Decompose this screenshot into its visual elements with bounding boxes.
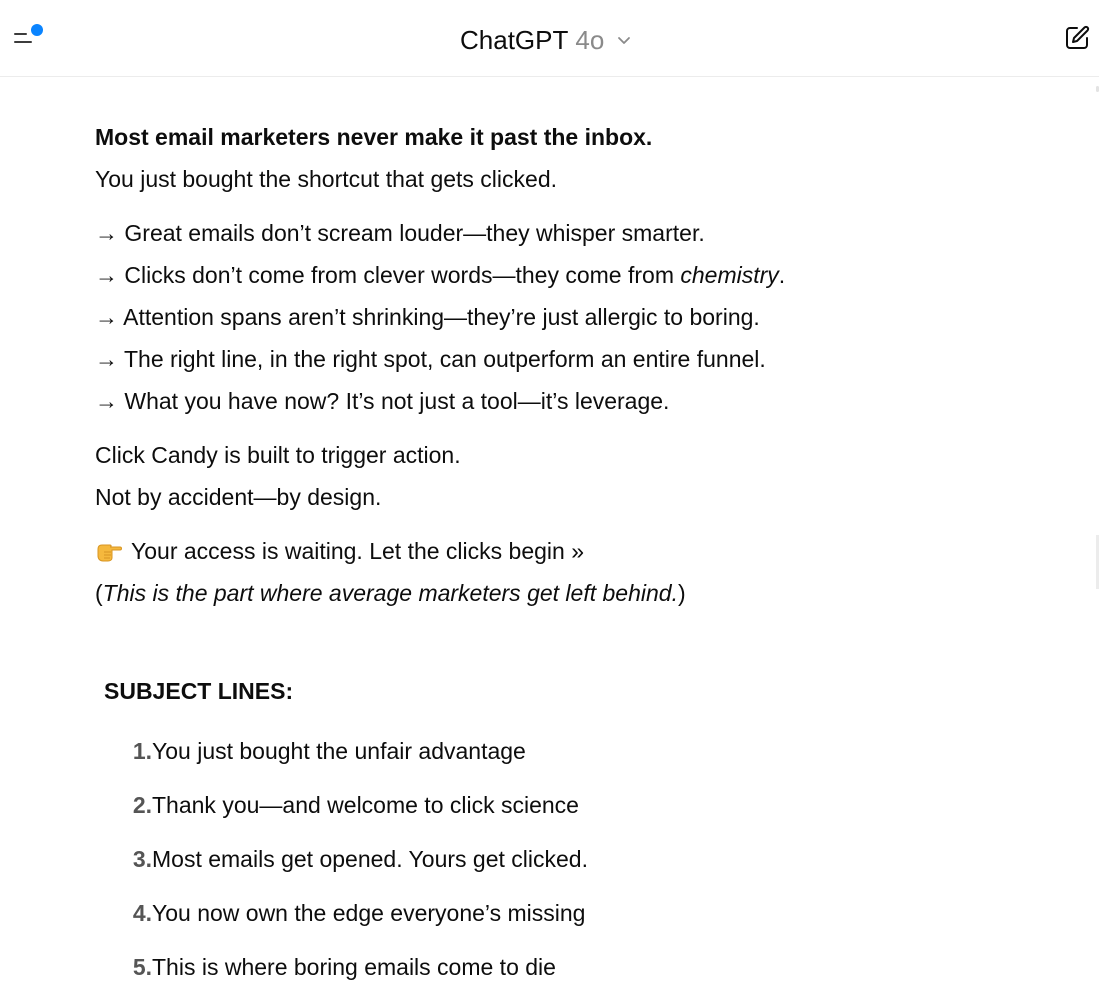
cta-line [95,530,855,572]
list-item [95,940,855,994]
list-number: 5. [132,954,152,980]
chevron-down-icon [616,32,632,48]
new-chat-icon[interactable] [1063,24,1091,52]
spacer [95,614,855,670]
list-text: Thank you—and welcome to click science [152,792,579,818]
bullet-line: → Attention spans aren’t shrinking—they’re just allergic to boring. [95,304,760,330]
aside-text: This is the part where average marketers get left behind. [102,580,678,606]
bullet-text: → Clicks don’t come from clever words—they come from [95,262,681,288]
top-bar [0,0,1099,77]
model-version: 4o [575,24,605,55]
subject-lines-list [95,724,855,994]
aside-line [95,572,855,614]
bullet-line: → The right line, in the right spot, can outperform an entire funnel. [95,346,766,372]
bullet-line [95,254,855,296]
menu-line [14,41,32,43]
list-item [95,832,855,886]
spacer [95,422,855,434]
cta-text: Your access is waiting. Let the clicks begin » [131,538,585,564]
sidebar-toggle-icon[interactable] [14,24,48,48]
message-headline: Most email marketers never make it past the inbox. [95,124,653,150]
list-number: 2. [132,792,152,818]
assistant-message [95,116,855,994]
list-number: 1. [132,738,152,764]
list-item [95,724,855,778]
list-number: 3. [132,846,152,872]
list-number: 4. [132,900,152,926]
list-text: You now own the edge everyone’s missing [152,900,586,926]
subject-lines-heading: SUBJECT LINES: [104,678,294,704]
model-name: ChatGPT [460,24,569,55]
aside-paren: ( [95,580,103,606]
list-item [95,778,855,832]
notification-dot [31,24,43,36]
list-text: Most emails get opened. Yours get clicked. [152,846,588,872]
closing-line: Click Candy is built to trigger action. [95,442,461,468]
list-item [95,886,855,940]
spacer [95,200,855,212]
list-text: This is where boring emails come to die [152,954,556,980]
menu-line [14,33,27,35]
bullet-suffix: . [778,262,786,288]
bullet-line: → Great emails don’t scream louder—they whisper smarter. [95,220,705,246]
pointing-hand-icon [95,540,123,562]
bullet-emphasis: chemistry [680,262,779,288]
message-subheadline: You just bought the shortcut that gets clicked. [95,166,557,192]
aside-paren: ) [677,580,686,606]
closing-line: Not by accident—by design. [95,484,382,510]
spacer [95,518,855,530]
model-picker[interactable] [460,22,632,58]
list-text: You just bought the unfair advantage [152,738,526,764]
bullet-line: → What you have now? It’s not just a tool—it’s leverage. [95,388,670,414]
